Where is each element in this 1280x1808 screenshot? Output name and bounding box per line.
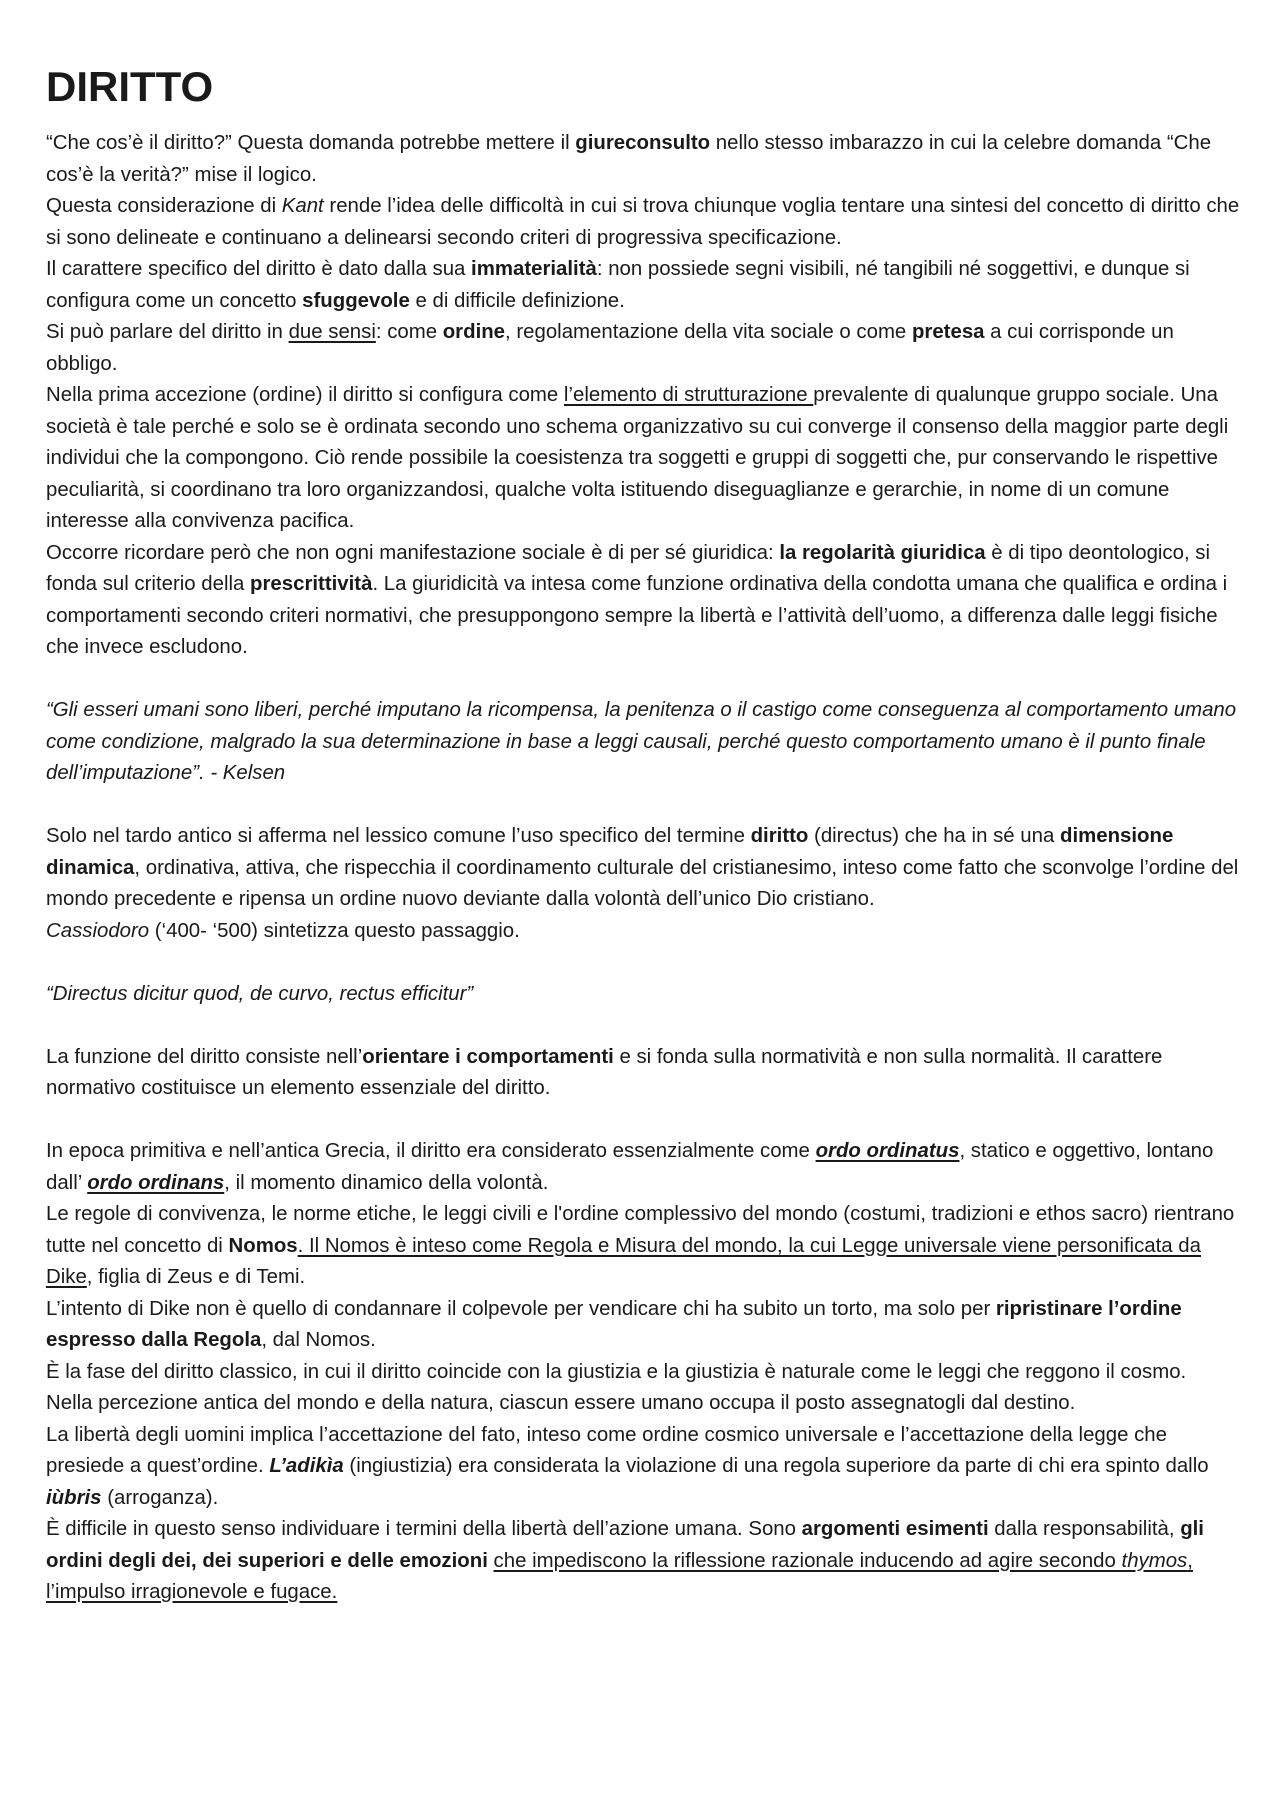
text-run: sfuggevole	[302, 289, 410, 312]
paragraph	[46, 1388, 1240, 1420]
text-run: (arroganza).	[101, 1486, 219, 1509]
page-title: DIRITTO	[46, 63, 214, 110]
text-run: dimensione dinamica	[46, 825, 1174, 879]
text-run: , il momento dinamico della volontà.	[224, 1171, 549, 1194]
text-run: . Il Nomos è inteso come Regola e Misura del mondo, la cui Legge universale viene personificata da Dike	[46, 1234, 1201, 1288]
text-run: nello stesso imbarazzo in cui la celebre domanda “Che cos’è la verità?” mise il logico.	[46, 132, 1212, 186]
text-run: : come	[375, 321, 443, 343]
paragraph	[46, 979, 1240, 1011]
text-run: La libertà degli uomini implica l’accettazione del fato, inteso come ordine cosmico universale e l’accettazione della legge che presiede a quest’ordine.	[46, 1423, 1167, 1477]
text-run: Kant	[281, 195, 324, 217]
text-run: L’intento di Dike non è quello di condannare il colpevole per vendicare chi ha subito un torto, ma solo per	[46, 1297, 996, 1320]
paragraph	[46, 1199, 1240, 1294]
text-run: Cassiodoro	[46, 919, 150, 942]
text-run: due sensi	[288, 321, 376, 343]
text-run: , figlia di Zeus e di Temi.	[86, 1266, 306, 1288]
text-run: Nomos	[228, 1234, 298, 1257]
text-run: Si può parlare del diritto in	[46, 321, 289, 343]
paragraph	[46, 1420, 1240, 1515]
paragraph-gap	[46, 1010, 1240, 1042]
text-run: , ordinativa, attiva, che rispecchia il coordinamento culturale del cristianesimo, inteso come fatto che sconvolge l’ordine del mondo precedente e ripensa un ordine nuovo deviante dalla volontà dell’unico Dio cristiano.	[46, 856, 1239, 910]
text-run: La funzione del diritto consiste nell’	[46, 1045, 363, 1068]
text-run: la regolarità giuridica	[779, 541, 986, 564]
text-run: : non possiede segni visibili, né tangibili né soggettivi, e dunque si configura come un concetto	[46, 258, 1190, 312]
text-run: l’elemento di strutturazione	[563, 384, 814, 406]
text-run: giureconsulto	[575, 132, 711, 154]
text-run: Occorre ricordare però che non ogni manifestazione sociale è di per sé giuridica:	[46, 541, 780, 564]
text-run: a cui corrisponde un obbligo.	[46, 321, 1174, 375]
text-run: è di tipo deontologico, si fonda sul criterio della	[46, 541, 1211, 595]
paragraph	[46, 1294, 1240, 1357]
text-run: diritto	[750, 825, 809, 847]
paragraph	[46, 916, 1240, 948]
text-run: Solo nel tardo antico si afferma nel lessico comune l’uso specifico del termine	[46, 825, 751, 847]
text-run: orientare i comportamenti	[362, 1045, 614, 1068]
text-run: “Directus dicitur quod, de curvo, rectus efficitur”	[46, 982, 474, 1005]
text-run: gli ordini degli dei, dei superiori e delle emozioni	[46, 1518, 1204, 1572]
paragraph-gap	[46, 790, 1240, 822]
paragraph	[46, 1042, 1240, 1105]
paragraph	[46, 538, 1240, 664]
text-run: “Che cos’è il diritto?” Questa domanda potrebbe mettere il	[46, 132, 576, 154]
text-run: (‘400- ‘500) sintetizza questo passaggio.	[149, 919, 520, 942]
text-run: argomenti esimenti	[801, 1518, 989, 1540]
text-run: ripristinare l’ordine espresso dalla Regola	[46, 1297, 1182, 1351]
text-run: (directus) che ha in sé una	[808, 825, 1060, 847]
text-run: Nella percezione antica del mondo e della natura, ciascun essere umano occupa il posto assegnatogli dal destino.	[46, 1392, 1076, 1414]
text-run: e di difficile definizione.	[409, 289, 625, 312]
text-run: rende l’idea delle difficoltà in cui si trova chiunque voglia tentare una sintesi del concetto di diritto che si sono delineate e continuano a delinearsi secondo criteri di progressiva specificazione.	[46, 195, 1240, 249]
paragraph	[46, 191, 1240, 254]
text-run: Nella prima accezione (ordine) il diritto si configura come	[46, 384, 564, 406]
text-run: iùbris	[46, 1486, 102, 1509]
paragraph	[46, 1514, 1240, 1609]
paragraph	[46, 317, 1240, 380]
text-run: dalla responsabilità,	[988, 1518, 1181, 1540]
paragraph	[46, 821, 1240, 916]
text-run: , regolamentazione della vita sociale o come	[505, 321, 912, 343]
text-run: , statico e oggettivo, lontano dall’	[46, 1140, 1214, 1194]
paragraph	[46, 254, 1240, 317]
text-run: . La giuridicità va intesa come funzione ordinativa della condotta umana che qualifica e ordina i comportamenti secondo criteri normativi, che presuppongono sempre la libertà e l’attività dell’uomo, a differenza dalle leggi fisiche che invece escludono.	[46, 573, 1228, 658]
paragraph-gap	[46, 1105, 1240, 1137]
text-run: che impediscono la riflessione razionale inducendo ad agire secondo	[493, 1549, 1122, 1572]
paragraph	[46, 1357, 1240, 1389]
paragraph	[46, 128, 1240, 191]
text-run: pretesa	[911, 321, 985, 343]
text-run: , dal Nomos.	[261, 1329, 376, 1351]
text-run: Questa considerazione di	[46, 195, 282, 217]
paragraph-gap	[46, 947, 1240, 979]
text-run: Le regole di convivenza, le norme etiche, le leggi civili e l'ordine complessivo del mondo (costumi, tradizioni e ethos sacro) rientrano tutte nel concetto di	[46, 1203, 1235, 1257]
text-run: L’adikìa	[269, 1455, 344, 1477]
text-run: prevalente di qualunque gruppo sociale. Una società è tale perché e solo se è ordinata secondo uno schema organizzativo su cui converge il consenso della maggior parte degli individui che la compongono. Ciò rende possibile la coesistenza tra soggetti e gruppi di soggetti che, pur conservando le rispettive peculiarità, si coordinano tra loro organizzandosi, qualche volta istituendo diseguaglianze e gerarchie, in nome di un comune interesse alla convivenza pacifica.	[46, 384, 1229, 532]
paragraph	[46, 695, 1240, 790]
text-run: È la fase del diritto classico, in cui il diritto coincide con la giustizia e la giustizia è naturale come le leggi che reggono il cosmo.	[46, 1360, 1187, 1383]
text-run: , l’impulso irragionevole e fugace.	[46, 1549, 1193, 1603]
paragraph	[46, 380, 1240, 538]
text-run: ordine	[442, 321, 506, 343]
text-run: e si fonda sulla normatività e non sulla normalità. Il carattere normativo costituisce un elemento essenziale del diritto.	[46, 1045, 1163, 1099]
text-run: È difficile in questo senso individuare i termini della libertà dell’azione umana. Sono	[46, 1518, 802, 1540]
text-run: immaterialità	[471, 258, 597, 280]
document-body	[46, 128, 1240, 1609]
text-run: Il carattere specifico del diritto è dato dalla sua	[46, 258, 472, 280]
paragraph	[46, 1136, 1240, 1199]
text-run: In epoca primitiva e nell’antica Grecia, il diritto era considerato essenzialmente come	[46, 1140, 816, 1162]
text-run: prescrittività	[250, 573, 373, 595]
text-run: thymos	[1121, 1549, 1188, 1572]
paragraph-gap	[46, 664, 1240, 696]
text-run: “Gli esseri umani sono liberi, perché imputano la ricompensa, la penitenza o il castigo come conseguenza al comportamento umano come condizione, malgrado la sua determinazione in base a leggi causali, perché questo comportamento umano è il punto finale dell’imputazione”. - Kelsen	[46, 699, 1237, 784]
text-run: (ingiustizia) era considerata la violazione di una regola superiore da parte di chi era spinto dallo	[343, 1455, 1209, 1477]
text-run: ordo ordinans	[87, 1171, 225, 1194]
text-run: ordo ordinatus	[815, 1140, 960, 1162]
